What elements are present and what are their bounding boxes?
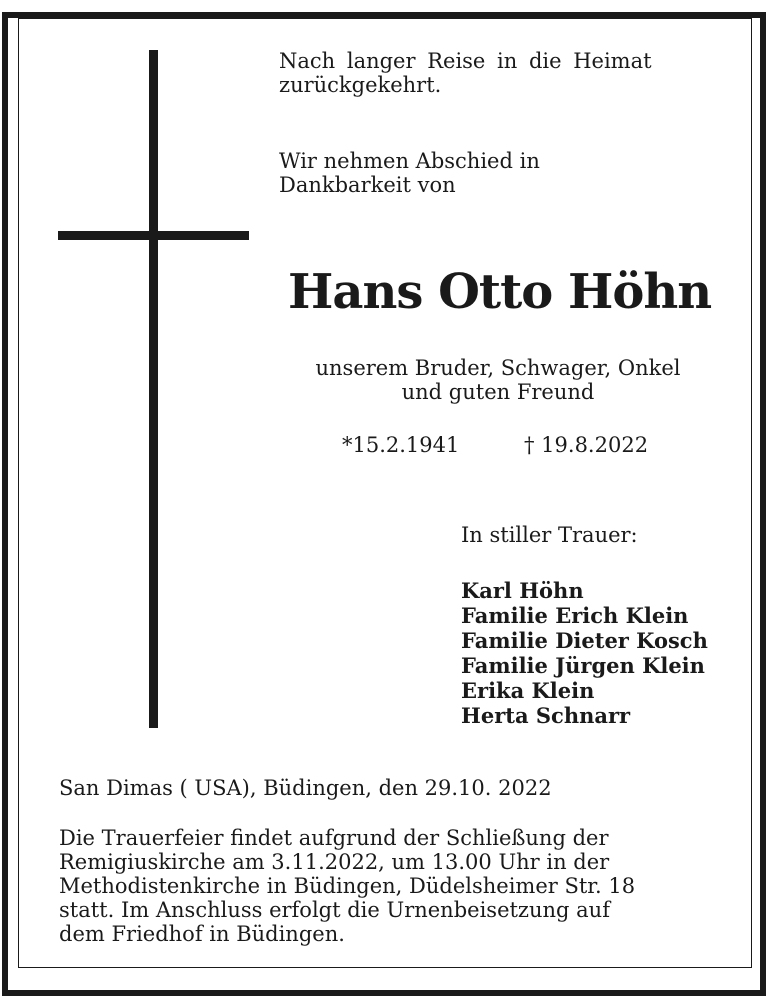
mourner-item: Karl Höhn — [461, 578, 584, 603]
death-date: † 19.8.2022 — [524, 433, 649, 457]
farewell-text — [279, 149, 540, 197]
notice-line: statt. Im Anschluss erfolgt die Urnenbeisetzung auf — [59, 898, 610, 922]
cross-vertical-bar — [149, 50, 158, 728]
notice-line: Remigiuskirche am 3.11.2022, um 13.00 Uhr in der — [59, 850, 610, 874]
place-date: San Dimas ( USA), Büdingen, den 29.10. 2022 — [59, 776, 552, 800]
mourner-item: Familie Jürgen Klein — [461, 653, 705, 678]
notice-line: Methodistenkirche in Büdingen, Düdelsheimer Str. 18 — [59, 874, 636, 898]
cross-horizontal-bar — [58, 231, 249, 240]
ceremony-notice — [59, 826, 635, 946]
mourner-item: Familie Dieter Kosch — [461, 628, 708, 653]
intro-text — [279, 49, 711, 97]
deceased-name: Hans Otto Höhn — [288, 264, 712, 320]
farewell-line-2: Dankbarkeit von — [279, 173, 456, 197]
relation-line-1: unserem Bruder, Schwager, Onkel — [315, 356, 681, 380]
notice-line: dem Friedhof in Büdingen. — [59, 922, 345, 946]
birth-date: *15.2.1941 — [342, 433, 460, 457]
intro-line-1: Nach langer Reise in die Heimat — [279, 49, 652, 73]
mourner-item: Familie Erich Klein — [461, 603, 689, 628]
mourner-item: Erika Klein — [461, 678, 595, 703]
mourner-item: Herta Schnarr — [461, 703, 631, 728]
mourning-heading: In stiller Trauer: — [461, 523, 638, 547]
mourners-list — [461, 578, 708, 728]
notice-line: Die Trauerfeier findet aufgrund der Schließung der — [59, 826, 609, 850]
farewell-line-1: Wir nehmen Abschied in — [279, 149, 540, 173]
relation-line-2: und guten Freund — [401, 380, 595, 404]
relation-text — [286, 356, 710, 404]
intro-line-2: zurückgekehrt. — [279, 73, 442, 97]
